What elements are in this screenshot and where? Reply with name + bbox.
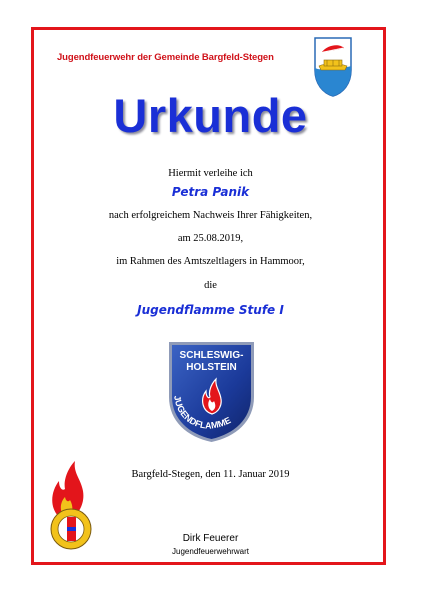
- place-date: Bargfeld-Stegen, den 11. Januar 2019: [131, 469, 290, 480]
- certificate-title: Urkunde: [113, 89, 308, 142]
- jugendflamme-badge: [166, 339, 257, 445]
- recipient-name: Petra Panik: [171, 185, 250, 199]
- intro-text: Hiermit verleihe ich: [168, 168, 253, 179]
- badge-arc-text: JUGENDFLAMME: [172, 394, 233, 431]
- award-name: Jugendflamme Stufe I: [137, 303, 284, 317]
- signer-role: Jugendfeuerwehrwart: [172, 547, 249, 556]
- achievement-text: nach erfolgreichem Nachweis Ihrer Fähigkeiten,: [108, 210, 313, 221]
- organization-name: Jugendfeuerwehr der Gemeinde Bargfeld-Stegen: [57, 52, 274, 63]
- badge-line2: HOLSTEIN: [186, 362, 237, 373]
- date-text: am 25.08.2019,: [177, 233, 244, 244]
- article-text: die: [204, 280, 217, 291]
- badge-line1: SCHLESWIG-: [179, 350, 244, 361]
- event-text: im Rahmen des Amtszeltlagers in Hammoor,: [116, 256, 305, 267]
- signer-name: Dirk Feuerer: [182, 533, 239, 544]
